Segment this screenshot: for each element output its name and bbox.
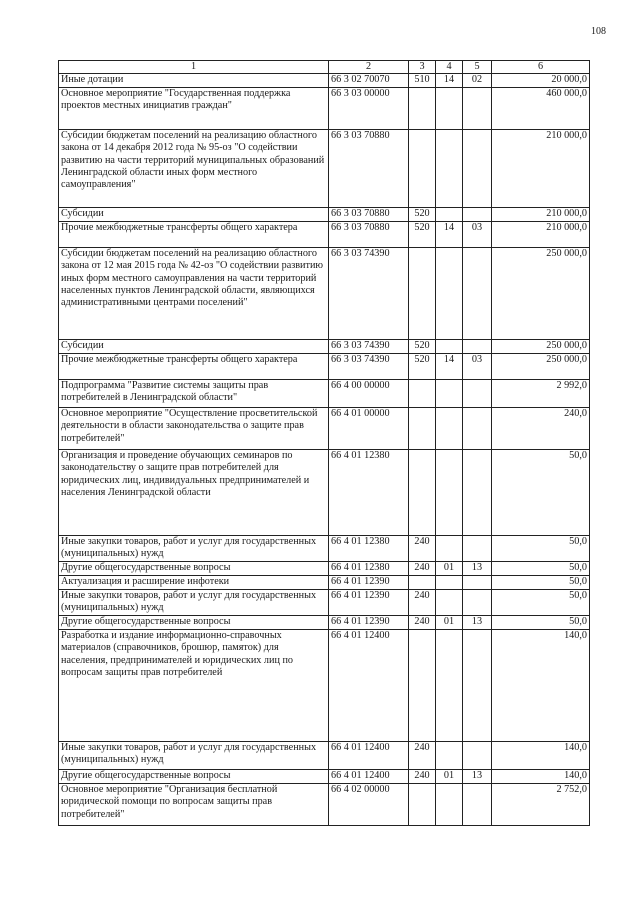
row-code: 66 4 01 12380 bbox=[329, 449, 409, 535]
row-amount: 250 000,0 bbox=[492, 247, 590, 339]
row-name: Субсидии бюджетам поселений на реализацию областного закона от 14 декабря 2012 года № 95-оз "О содействии развитию на части территорий муниципальных образований Ленинградской области иных форм местного самоуправления" bbox=[59, 129, 329, 207]
row-amount: 20 000,0 bbox=[492, 74, 590, 87]
row-section bbox=[436, 589, 463, 615]
row-name: Субсидии бюджетам поселений на реализацию областного закона от 12 мая 2015 года № 42-оз "О содействии развитию иных форм местного самоуправления на части территорий населенных пунктов Ленинградской области, являющихся административными центрами поселений" bbox=[59, 247, 329, 339]
row-name: Основное мероприятие "Осуществление просветительской деятельности в области законодательства о защите прав потребителей" bbox=[59, 407, 329, 449]
row-amount: 50,0 bbox=[492, 449, 590, 535]
row-amount: 50,0 bbox=[492, 615, 590, 629]
table-row bbox=[59, 221, 590, 247]
row-expense-type: 520 bbox=[409, 207, 436, 221]
row-amount: 210 000,0 bbox=[492, 207, 590, 221]
row-section bbox=[436, 407, 463, 449]
row-amount: 210 000,0 bbox=[492, 129, 590, 207]
row-code: 66 4 01 12400 bbox=[329, 741, 409, 769]
column-header: 5 bbox=[463, 61, 492, 74]
row-subsection: 03 bbox=[463, 353, 492, 379]
row-code: 66 3 03 74390 bbox=[329, 339, 409, 353]
row-expense-type: 240 bbox=[409, 589, 436, 615]
row-name: Прочие межбюджетные трансферты общего характера bbox=[59, 353, 329, 379]
row-subsection bbox=[463, 589, 492, 615]
row-expense-type bbox=[409, 449, 436, 535]
row-amount: 250 000,0 bbox=[492, 339, 590, 353]
row-expense-type: 240 bbox=[409, 615, 436, 629]
row-subsection bbox=[463, 629, 492, 741]
table-row bbox=[59, 741, 590, 769]
row-code: 66 4 01 12390 bbox=[329, 615, 409, 629]
row-expense-type bbox=[409, 87, 436, 129]
row-subsection bbox=[463, 449, 492, 535]
row-name: Основное мероприятие "Организация бесплатной юридической помощи по вопросам защиты прав потребителей" bbox=[59, 783, 329, 825]
table-row bbox=[59, 379, 590, 407]
row-section bbox=[436, 783, 463, 825]
row-subsection bbox=[463, 207, 492, 221]
row-code: 66 3 03 00000 bbox=[329, 87, 409, 129]
row-code: 66 4 02 00000 bbox=[329, 783, 409, 825]
row-section: 14 bbox=[436, 74, 463, 87]
row-code: 66 4 01 12390 bbox=[329, 575, 409, 589]
row-name: Подпрограмма "Развитие системы защиты прав потребителей в Ленинградской области" bbox=[59, 379, 329, 407]
row-amount: 50,0 bbox=[492, 589, 590, 615]
row-expense-type bbox=[409, 407, 436, 449]
row-code: 66 4 01 12400 bbox=[329, 629, 409, 741]
row-subsection: 02 bbox=[463, 74, 492, 87]
row-section: 01 bbox=[436, 769, 463, 783]
row-name: Другие общегосударственные вопросы bbox=[59, 615, 329, 629]
row-expense-type: 520 bbox=[409, 353, 436, 379]
column-header: 6 bbox=[492, 61, 590, 74]
table-row bbox=[59, 407, 590, 449]
row-subsection bbox=[463, 535, 492, 561]
row-amount: 2 992,0 bbox=[492, 379, 590, 407]
row-name: Субсидии bbox=[59, 339, 329, 353]
row-name: Иные закупки товаров, работ и услуг для государственных (муниципальных) нужд bbox=[59, 535, 329, 561]
row-code: 66 3 03 74390 bbox=[329, 353, 409, 379]
row-section bbox=[436, 87, 463, 129]
budget-table bbox=[58, 60, 590, 826]
row-amount: 210 000,0 bbox=[492, 221, 590, 247]
table-row bbox=[59, 339, 590, 353]
row-expense-type bbox=[409, 247, 436, 339]
row-name: Прочие межбюджетные трансферты общего характера bbox=[59, 221, 329, 247]
table-body bbox=[59, 74, 590, 825]
row-amount: 50,0 bbox=[492, 561, 590, 575]
row-code: 66 4 01 12380 bbox=[329, 561, 409, 575]
table-row bbox=[59, 575, 590, 589]
row-subsection bbox=[463, 87, 492, 129]
row-expense-type: 510 bbox=[409, 74, 436, 87]
row-section bbox=[436, 379, 463, 407]
row-expense-type: 240 bbox=[409, 741, 436, 769]
row-expense-type bbox=[409, 379, 436, 407]
row-name: Другие общегосударственные вопросы bbox=[59, 769, 329, 783]
table-row bbox=[59, 615, 590, 629]
header-row bbox=[59, 61, 590, 74]
row-name: Другие общегосударственные вопросы bbox=[59, 561, 329, 575]
row-expense-type: 520 bbox=[409, 221, 436, 247]
row-section bbox=[436, 449, 463, 535]
row-subsection bbox=[463, 379, 492, 407]
table-row bbox=[59, 589, 590, 615]
row-amount: 2 752,0 bbox=[492, 783, 590, 825]
row-code: 66 3 03 70880 bbox=[329, 221, 409, 247]
page-number: 108 bbox=[591, 26, 606, 37]
row-expense-type bbox=[409, 575, 436, 589]
row-amount: 250 000,0 bbox=[492, 353, 590, 379]
row-section: 01 bbox=[436, 561, 463, 575]
row-amount: 140,0 bbox=[492, 741, 590, 769]
table-row bbox=[59, 783, 590, 825]
row-name: Разработка и издание информационно-справочных материалов (справочников, брошюр, памяток) для населения, предпринимателей и юридических лиц по вопросам защиты прав потребителей bbox=[59, 629, 329, 741]
row-subsection bbox=[463, 575, 492, 589]
row-expense-type bbox=[409, 129, 436, 207]
table-row bbox=[59, 207, 590, 221]
row-expense-type: 240 bbox=[409, 769, 436, 783]
column-header: 3 bbox=[409, 61, 436, 74]
row-subsection bbox=[463, 783, 492, 825]
row-name: Иные закупки товаров, работ и услуг для государственных (муниципальных) нужд bbox=[59, 741, 329, 769]
row-section bbox=[436, 575, 463, 589]
table-row bbox=[59, 535, 590, 561]
row-name: Иные дотации bbox=[59, 74, 329, 87]
row-code: 66 4 01 00000 bbox=[329, 407, 409, 449]
row-code: 66 3 02 70070 bbox=[329, 74, 409, 87]
table-row bbox=[59, 129, 590, 207]
row-section bbox=[436, 339, 463, 353]
row-expense-type: 240 bbox=[409, 561, 436, 575]
row-subsection bbox=[463, 129, 492, 207]
row-section: 14 bbox=[436, 221, 463, 247]
row-subsection bbox=[463, 339, 492, 353]
row-amount: 140,0 bbox=[492, 769, 590, 783]
table-row bbox=[59, 561, 590, 575]
table-row bbox=[59, 449, 590, 535]
column-header: 2 bbox=[329, 61, 409, 74]
row-section bbox=[436, 535, 463, 561]
row-subsection: 13 bbox=[463, 561, 492, 575]
row-code: 66 4 01 12390 bbox=[329, 589, 409, 615]
row-expense-type bbox=[409, 629, 436, 741]
row-code: 66 3 03 70880 bbox=[329, 129, 409, 207]
row-code: 66 4 01 12380 bbox=[329, 535, 409, 561]
row-section bbox=[436, 247, 463, 339]
row-section bbox=[436, 207, 463, 221]
row-subsection: 03 bbox=[463, 221, 492, 247]
row-name: Субсидии bbox=[59, 207, 329, 221]
table-row bbox=[59, 87, 590, 129]
row-subsection bbox=[463, 407, 492, 449]
row-amount: 50,0 bbox=[492, 535, 590, 561]
table-row bbox=[59, 769, 590, 783]
row-name: Иные закупки товаров, работ и услуг для государственных (муниципальных) нужд bbox=[59, 589, 329, 615]
row-subsection bbox=[463, 741, 492, 769]
table-row bbox=[59, 629, 590, 741]
row-expense-type bbox=[409, 783, 436, 825]
row-code: 66 4 00 00000 bbox=[329, 379, 409, 407]
row-code: 66 4 01 12400 bbox=[329, 769, 409, 783]
row-amount: 140,0 bbox=[492, 629, 590, 741]
row-name: Актуализация и расширение инфотеки bbox=[59, 575, 329, 589]
row-subsection bbox=[463, 247, 492, 339]
row-code: 66 3 03 70880 bbox=[329, 207, 409, 221]
row-name: Организация и проведение обучающих семинаров по законодательству о защите прав потребителей для юридических лиц, индивидуальных предпринимателей и населения Ленинградской области bbox=[59, 449, 329, 535]
column-header: 1 bbox=[59, 61, 329, 74]
row-name: Основное мероприятие "Государственная поддержка проектов местных инициатив граждан" bbox=[59, 87, 329, 129]
row-subsection: 13 bbox=[463, 769, 492, 783]
row-expense-type: 520 bbox=[409, 339, 436, 353]
table-row bbox=[59, 353, 590, 379]
table-row bbox=[59, 74, 590, 87]
row-section: 01 bbox=[436, 615, 463, 629]
column-header: 4 bbox=[436, 61, 463, 74]
row-amount: 460 000,0 bbox=[492, 87, 590, 129]
row-section bbox=[436, 129, 463, 207]
row-section: 14 bbox=[436, 353, 463, 379]
row-amount: 240,0 bbox=[492, 407, 590, 449]
row-amount: 50,0 bbox=[492, 575, 590, 589]
row-subsection: 13 bbox=[463, 615, 492, 629]
row-code: 66 3 03 74390 bbox=[329, 247, 409, 339]
row-section bbox=[436, 741, 463, 769]
row-expense-type: 240 bbox=[409, 535, 436, 561]
table-row bbox=[59, 247, 590, 339]
row-section bbox=[436, 629, 463, 741]
